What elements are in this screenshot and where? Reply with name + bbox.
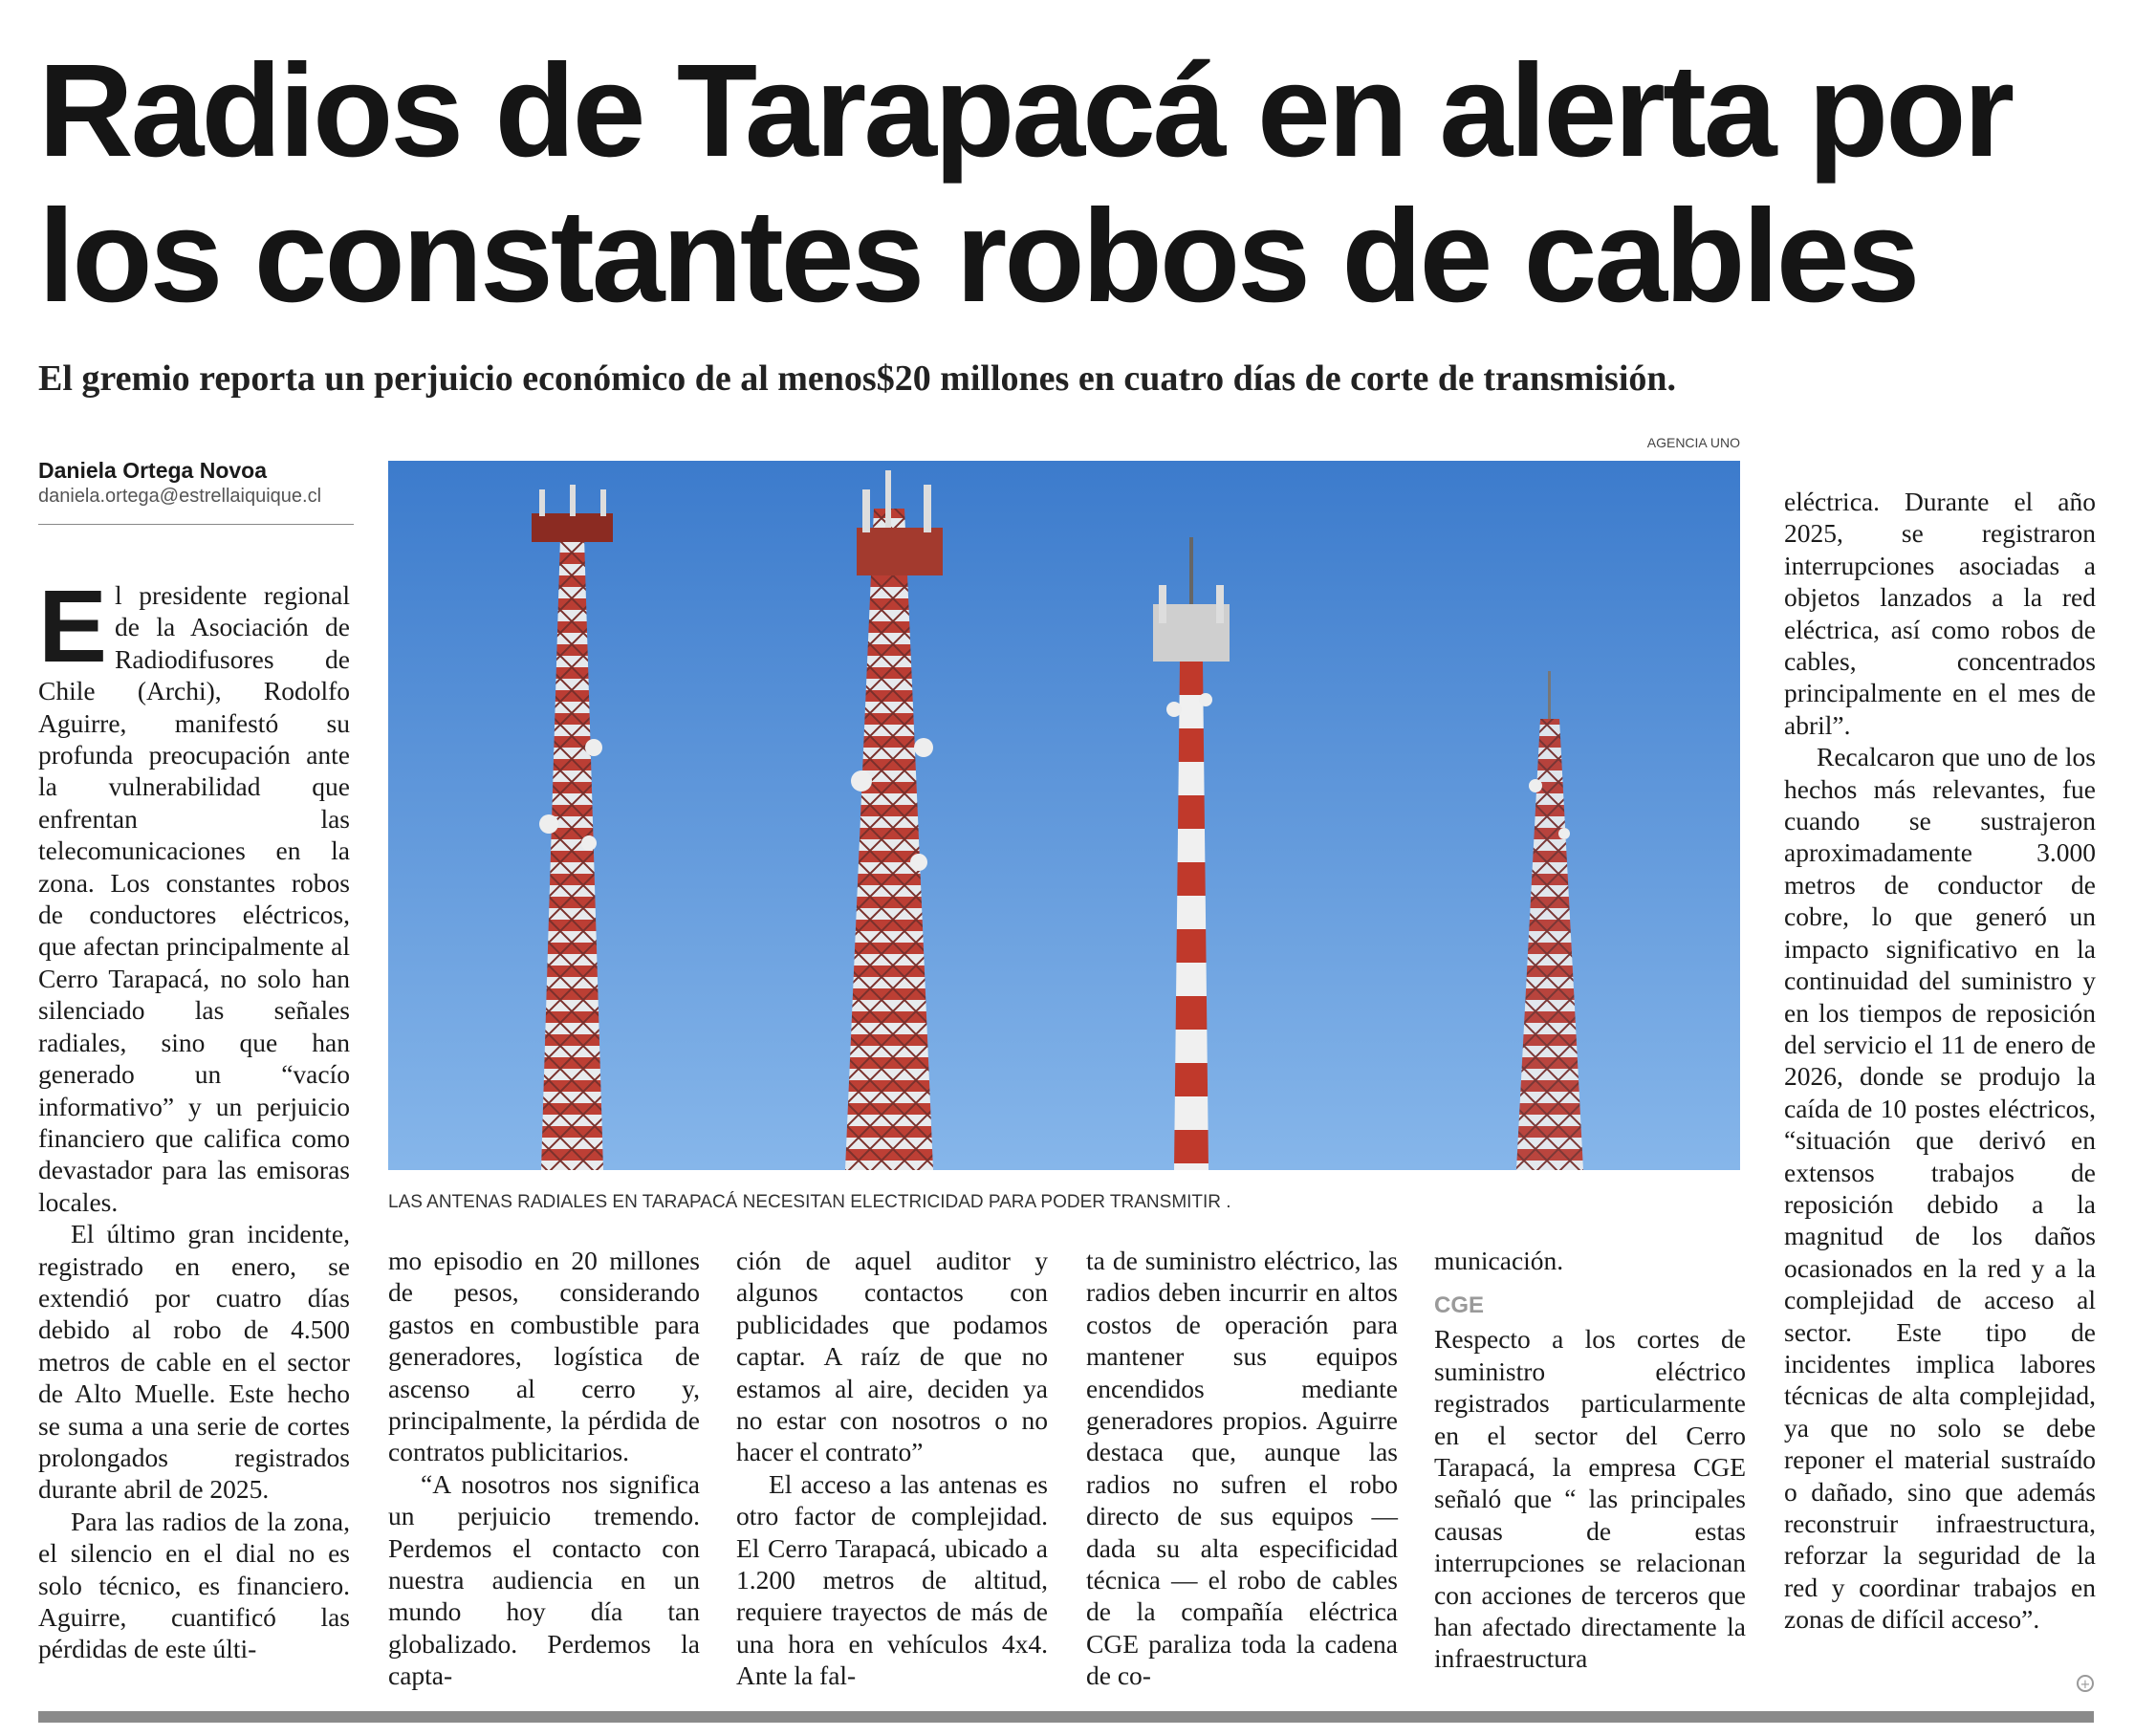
article-paragraph: ción de aquel auditor y algunos contactos con publicidades que podamos captar. A raíz de que no estamos al aire, deciden ya no estar con nosotros o no hacer el contrato” [736, 1246, 1048, 1467]
photo-credit: AGENCIA UNO [1646, 435, 1740, 450]
author-name: Daniela Ortega Novoa [38, 458, 268, 483]
section-heading-cge: CGE [1434, 1292, 1485, 1319]
article-paragraph: Recalcaron que uno de los hechos más relevantes, fue cuando se sustrajeron aproximadamente 3.000 metros de conductor de cobre, lo que generó un impacto significativo en la continuidad del suministro y en los tiempos de reposición del servicio el 11 de enero de 2026, donde se produjo la caída de 10 postes eléctricos, “situación que derivó en extensos trabajos de reposición debido a la magnitud de los daños ocasionados en la red y a la complejidad de acceso al sector. Este tipo de incidentes implica labores técnicas de alta complejidad, ya que no solo se debe reponer el material sustraído o dañado, sino que además reconstruir infraestructura, reforzar la seguridad de la red y coordinar trabajos en zonas de difícil acceso”. [1784, 742, 2096, 1635]
subhead: El gremio reporta un perjuicio económico de al menos$20 millones en cuatro días de corte de transmisión. [38, 358, 1677, 399]
article-paragraph: El último gran incidente, registrado en enero, se extendió por cuatro días debido al robo de 4.500 metros de cable en el sector de Alto Muelle. Este hecho se suma a una serie de cortes prolongados registrados durante abril de 2025. [38, 1219, 350, 1505]
byline-divider [38, 524, 354, 525]
photo-caption: LAS ANTENAS RADIALES EN TARAPACÁ NECESITAN ELECTRICIDAD PARA PODER TRANSMITIR . [388, 1192, 1231, 1212]
article-column-1 [38, 568, 350, 1665]
article-column-6 [1784, 486, 2096, 1636]
article-paragraph: municación. [1434, 1246, 1564, 1275]
dropcap: E [38, 568, 108, 684]
headline: Radios de Tarapacá en alerta por los constantes robos de cables [38, 37, 2013, 330]
article-paragraph: mo episodio en 20 millones de pesos, considerando gastos en combustible para generadores, logística de ascenso al cerro y, principalmente, la pérdida de contratos publicitarios. [388, 1246, 700, 1467]
article-column-2 [388, 1245, 700, 1692]
end-of-article-icon: + [2077, 1675, 2094, 1692]
article-paragraph: Para las radios de la zona, el silencio en el dial no es solo técnico, es financiero. Aguirre, cuantificó las pérdidas de este últi- [38, 1506, 350, 1664]
article-paragraph: “A nosotros nos significa un perjuicio tremendo. Perdemos el contacto con nuestra audiencia en un mundo hoy día tan globalizado. Perdemos la capta- [388, 1468, 700, 1691]
article-column-4 [1086, 1245, 1398, 1692]
article-column-5 [1434, 1245, 1746, 1675]
author-email: daniela.ortega@estrellaiquique.cl [38, 486, 322, 507]
article-paragraph: El acceso a las antenas es otro factor de complejidad. El Cerro Tarapacá, ubicado a 1.200 metros de altitud, requiere trayectos de más de una hora en vehículos 4x4. Ante la fal- [736, 1468, 1048, 1691]
article-paragraph: El presidente regional de la Asociación de Radiodifusores de Chile (Archi), Rodolfo Aguirre, manifestó su profunda preocupación ante la vulnerabilidad que enfrentan las telecomunicaciones en la zona. Los constantes robos de conductores eléctricos, que afectan principalmente al Cerro Tarapacá, no solo han silenciado las señales radiales, sino que han generado un “vacío informativo” y un perjuicio financiero que califica como devastador para las emisoras locales. [38, 568, 350, 1217]
antenna-photo [388, 461, 1740, 1170]
article-column-3 [736, 1245, 1048, 1692]
article-paragraph: Respecto a los cortes de suministro eléctrico registrados particularmente en el sector del Cerro Tarapacá, la empresa CGE señaló que “ las principales causas de estas interrupciones se relacionan con acciones de terceros que han afectado directamente la infraestructura [1434, 1324, 1746, 1674]
article-paragraph: eléctrica. Durante el año 2025, se registraron interrupciones asociadas a objetos lanzados a la red eléctrica, así como robos de cables, concentrados principalmente en el mes de abril”. [1784, 487, 2096, 740]
article-paragraph: ta de suministro eléctrico, las radios deben incurrir en altos costos de operación para mantener sus equipos encendidos mediante generadores propios. Aguirre destaca que, aunque las radios no sufren el robo directo de sus equipos —dada su alta especificidad técnica — el robo de cables de la compañía eléctrica CGE paraliza toda la cadena de co- [1086, 1246, 1398, 1691]
page-bottom-rule [38, 1711, 2094, 1723]
byline [38, 457, 354, 509]
